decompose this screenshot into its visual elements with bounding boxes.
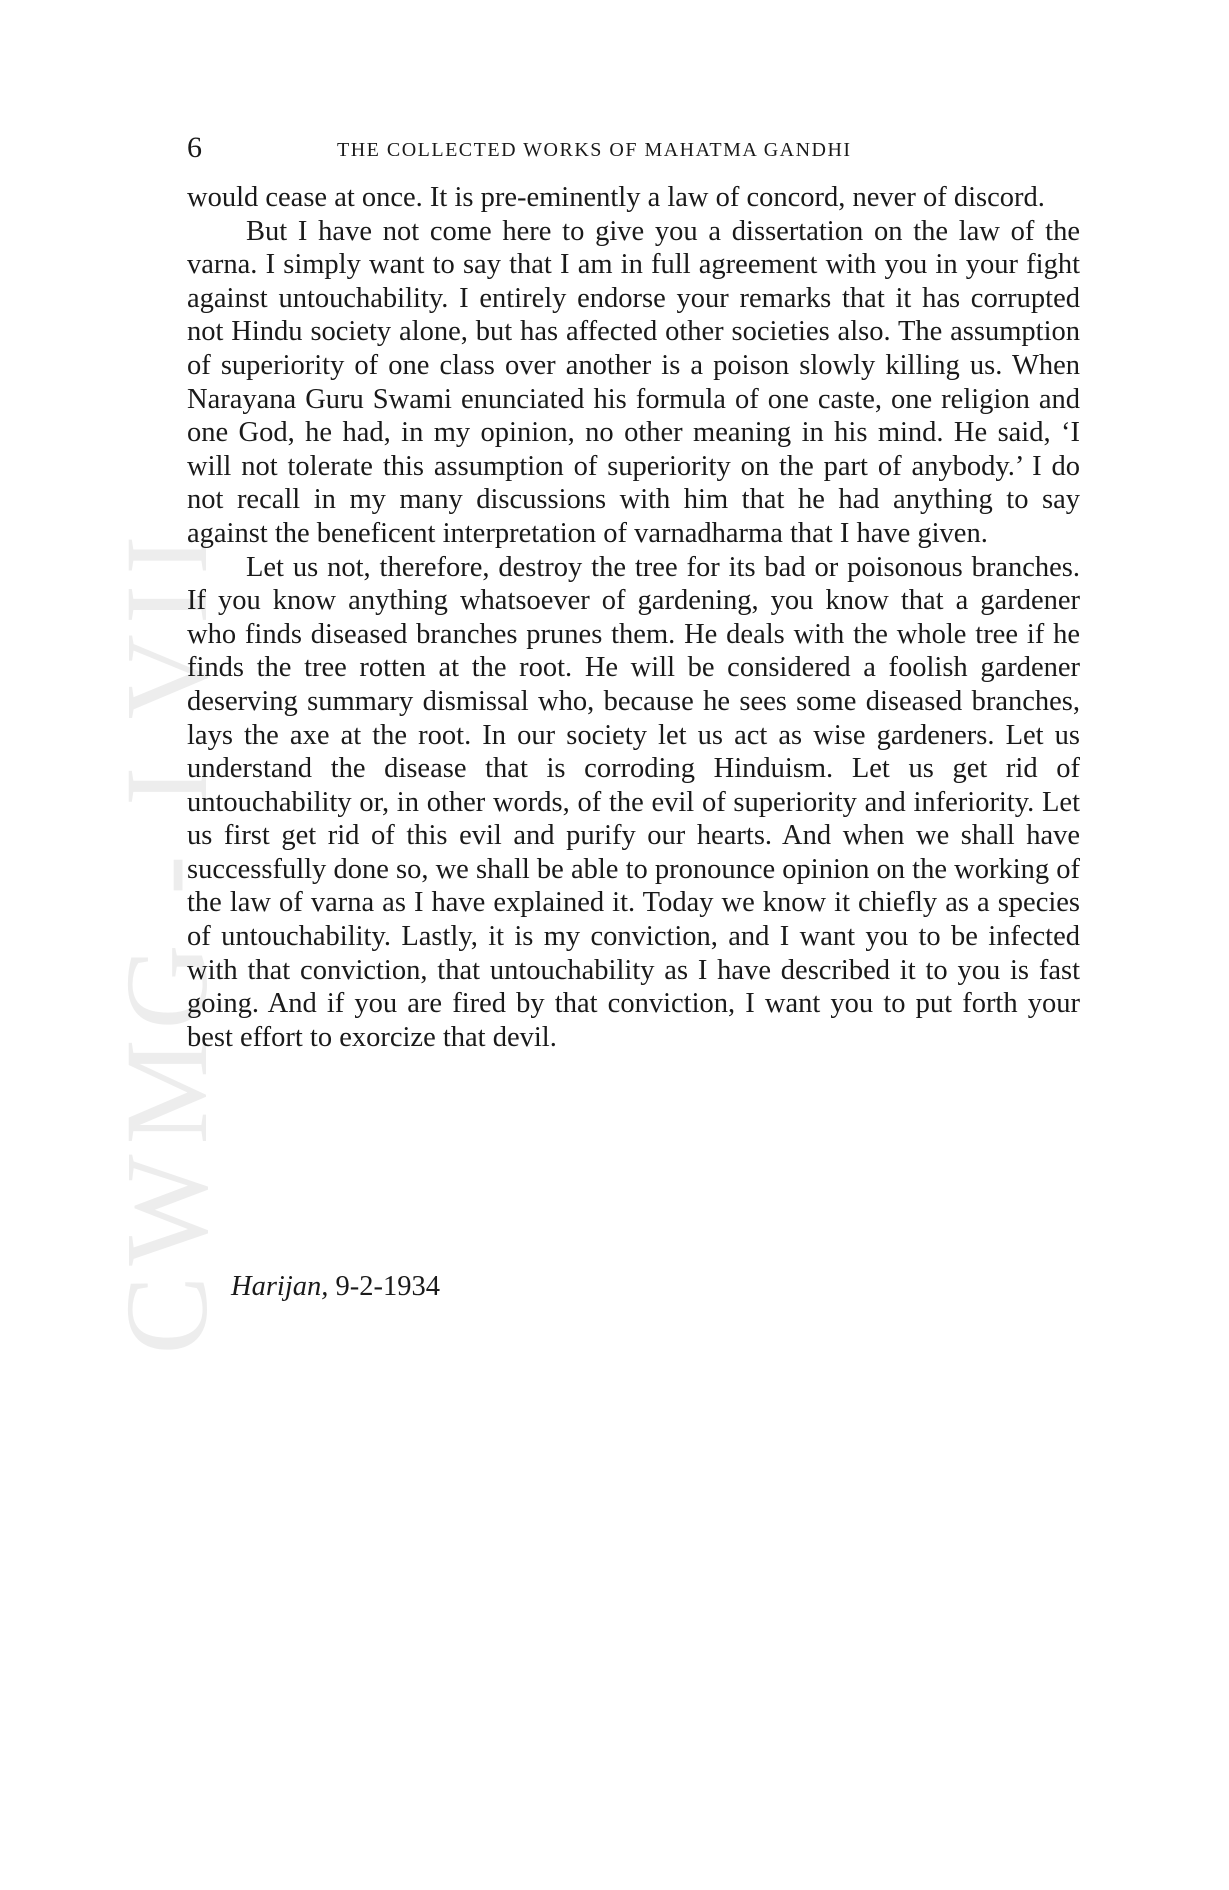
page-number: 6 [187,131,202,164]
watermark-text: CWMG - I VII [101,525,232,1355]
page-header [187,130,1080,166]
body-text [187,181,1080,1054]
paragraph: Let us not, therefore, destroy the tree for its bad or poisonous branches. If you know anything whatsoever of gardening, you know that a gardener who finds diseased branches prunes them. He deals with the whole tree if he finds the tree rotten at the root. He will be considered a foolish gardener deserving summary dismissal who, because he sees some diseased branches, lays the axe at the root. In our society let us act as wise gardeners. Let us understand the disease that is corroding Hinduism. Let us get rid of untouchability or, in other words, of the evil of superiority and inferiority. Let us first get rid of this evil and purify our hearts. And when we shall have successfully done so, we shall be able to pronounce opinion on the working of the law of varna as I have explained it. Today we know it chiefly as a species of untouchability. Lastly, it is my conviction, and I want you to be infected with that conviction, that untouchability as I have described it to you is fast going. And if you are fired by that conviction, I want you to put forth your best effort to exorcize that devil. [187,551,1080,1053]
paragraph: But I have not come here to give you a dissertation on the law of the varna. I simply want to say that I am in full agreement with you in your fight against untouchability. I entirely endorse your remarks that it has corrupted not Hindu society alone, but has affected other societies also. The assumption of superiority of one class over another is a poison slowly killing us. When Narayana Guru Swami enunciated his formula of one caste, one religion and one God, he had, in my opinion, no other meaning in his mind. He said, ‘I will not tolerate this assumption of superiority on the part of anybody.’ I do not recall in my many discussions with him that he had anything to say against the beneficent interpretation of varnadharma that I have given. [187,215,1080,549]
source-publication: Harijan, [231,1271,329,1302]
paragraph-continued: would cease at once. It is pre-eminently a law of concord, never of discord. [187,182,1045,213]
source-citation [231,1270,440,1304]
running-head: THE COLLECTED WORKS OF MAHATMA GANDHI [337,139,852,161]
source-date: 9-2-1934 [335,1271,440,1302]
